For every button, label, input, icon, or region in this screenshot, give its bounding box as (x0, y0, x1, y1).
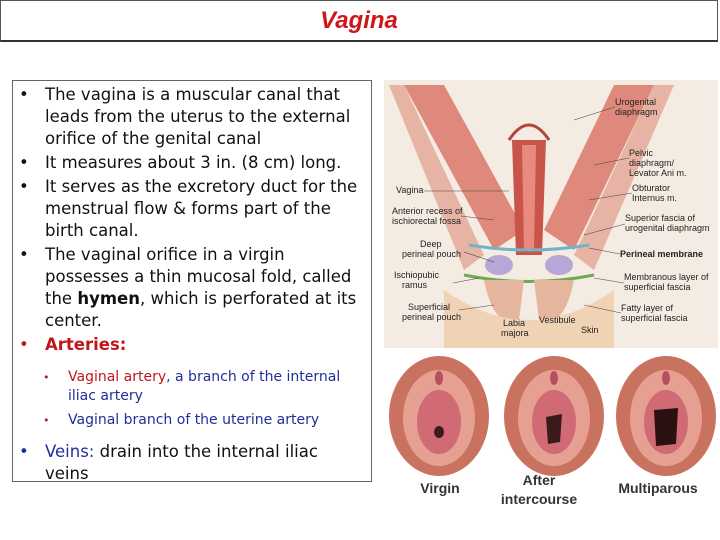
svg-text:perineal pouch: perineal pouch (402, 249, 462, 259)
svg-text:superficial fascia: superficial fascia (621, 313, 688, 323)
svg-text:diaphragm: diaphragm (615, 107, 658, 117)
bullet-function: • It serves as the excretory duct for the menstrual flow & forms part of the birth canal. (19, 177, 358, 240)
svg-text:Internus m.: Internus m. (632, 193, 678, 203)
multiparous-image (616, 356, 716, 476)
right-bulb (545, 255, 573, 275)
svg-text:Urogenital: Urogenital (615, 97, 657, 107)
svg-text:superficial fascia: superficial fascia (624, 282, 691, 292)
svg-text:urogenital diaphragm: urogenital diaphragm (625, 223, 710, 233)
svg-text:Anterior recess of: Anterior recess of (392, 206, 463, 216)
svg-text:perineal pouch: perineal pouch (402, 312, 462, 322)
title-bar (0, 0, 718, 42)
after-intercourse-image (504, 356, 604, 476)
svg-text:Levator Ani m.: Levator Ani m. (629, 168, 687, 178)
svg-text:ischiorectal fossa: ischiorectal fossa (392, 216, 462, 226)
svg-text:Deep: Deep (420, 239, 442, 249)
svg-text:diaphragm/: diaphragm/ (629, 158, 675, 168)
anatomy-diagram (384, 80, 718, 348)
bullet-veins: • Veins: drain into the internal iliac veins (19, 442, 318, 483)
svg-text:Superficial: Superficial (408, 302, 451, 312)
slide-title: Vagina (320, 7, 398, 34)
svg-text:Fatty layer of: Fatty layer of (621, 303, 674, 313)
svg-text:Perineal membrane: Perineal membrane (620, 249, 704, 259)
svg-text:Ischiopubic: Ischiopubic (394, 270, 440, 280)
svg-text:Superior fascia of: Superior fascia of (625, 213, 696, 223)
caption-intercourse: intercourse (500, 491, 578, 507)
svg-text:Labia: Labia (503, 318, 526, 328)
sub-bullet-vaginal-artery: • Vaginal artery, a branch of the internal iliac artery (43, 369, 341, 404)
caption-virgin: Virgin (420, 480, 460, 496)
left-bulb (485, 255, 513, 275)
bullet-hymen: • The vaginal orifice in a virgin possesses a thin mucosal fold, called the hymen, which is perforated at its center. (19, 245, 357, 330)
bullet-arteries: • Arteries: (19, 335, 127, 354)
svg-text:Vagina: Vagina (396, 185, 424, 195)
bullet-definition: • The vagina is a muscular canal that leads from the uterus to the external orifice of the genital canal (19, 85, 351, 148)
svg-text:Obturator: Obturator (632, 183, 671, 193)
bullet-list (19, 84, 364, 487)
svg-text:majora: majora (501, 328, 529, 338)
caption-multiparous: Multiparous (618, 480, 698, 496)
bullet-length: • It measures about 3 in. (8 cm) long. (19, 153, 342, 172)
sub-bullet-uterine-branch: • Vaginal branch of the uterine artery (43, 412, 320, 428)
svg-text:Skin: Skin (581, 325, 599, 335)
svg-text:Membranous layer of: Membranous layer of (624, 272, 709, 282)
hymen-comparison (386, 352, 718, 540)
svg-text:Pelvic: Pelvic (629, 148, 654, 158)
svg-text:ramus: ramus (402, 280, 428, 290)
caption-after: After (522, 472, 556, 488)
svg-text:Vestibule: Vestibule (539, 315, 576, 325)
virgin-image (389, 356, 489, 476)
